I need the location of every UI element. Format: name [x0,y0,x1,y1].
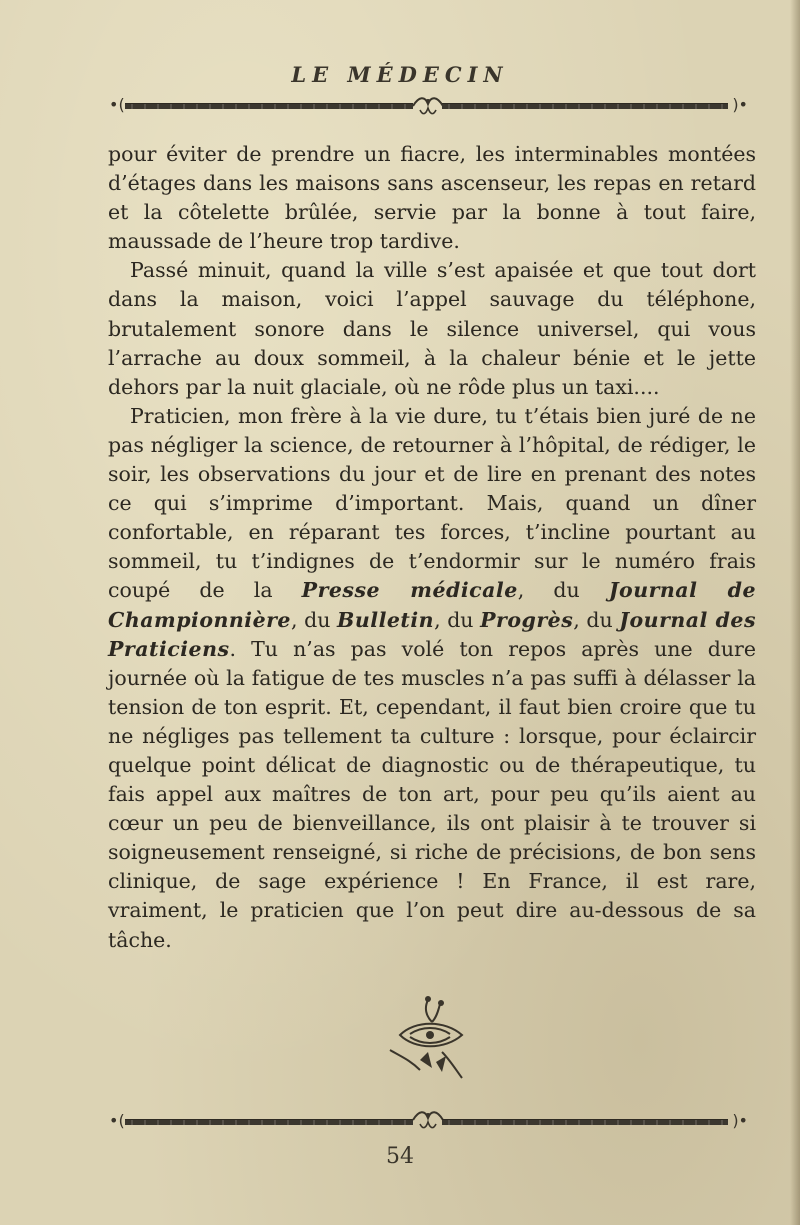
rule-line-right [442,1119,728,1125]
rule-center-ornament-icon [411,1108,445,1134]
rule-center-ornament-icon [411,92,445,118]
rule-end-left-icon: •( [109,1111,125,1130]
journal-title-presse-medicale: Presse médicale [301,578,518,603]
paragraph-2: Passé minuit, quand la ville s’est apaisée et que tout dort dans la maison, voici l’appel sauvage du téléphone, brutalement sonore dans le silence universel, qui vous l’arrache au doux sommeil, à la chaleur bénie et le jette dehors par la nuit glaciale, où ne rôde plus un taxi.... [108,258,756,399]
body-text [108,140,756,955]
paragraph-3-sep-4: , du [573,607,620,632]
paragraph-3-text-a: Praticien, mon frère à la vie dure, tu t’étais bien juré de ne pas négliger la science, de retourner à l’hôpital, de rédiger, le soir, les observations du jour et de lire en prenant des notes ce qui s’imprime d’important. Mais, quand un dîner confortable, en réparant tes forces, t’incline pourtant au sommeil, tu t’indignes de t’endormir sur le numéro frais coupé de la [108,403,756,603]
rule-line-left [125,103,413,109]
rule-line-right [442,103,728,109]
rule-line-left [125,1119,413,1125]
floral-vignette-icon [380,990,480,1085]
journal-title-bulletin: Bulletin [337,607,435,632]
rule-end-right-icon: )• [732,1111,748,1130]
paragraph-3 [108,402,756,955]
page-edge-shadow [790,0,800,1225]
paragraph-3-sep-3: , du [434,607,481,632]
journal-title-progres: Progrès [480,607,574,632]
page-number: 54 [386,1144,414,1169]
journal-title-praticiens: Journal des Praticiens [108,607,756,661]
paragraph-3-text-b: . Tu n’as pas volé ton repos après une dure journée où la fatigue de tes muscles n’a pas suffi à délasser la tension de ton esprit. Et, cependant, il faut bien croire que tu ne négliges pas tellement ta culture : lorsque, pour éclaircir quelque point délicat de diagnostic ou de thérapeutique, tu fais appel aux maîtres de ton art, pour peu qu’ils aient au cœur un peu de bienveillance, ils ont plaisir à te trouver si soigneusement renseigné, si riche de précisions, de bon sens clinique, de sage expérience ! En France, il est rare, vraiment, le praticien que l’on peut dire au-dessous de sa tâche. [108,636,756,952]
journal-title-championniere: Journal de Championnière [108,578,756,632]
paragraph-3-sep-2: , du [290,607,338,632]
bottom-ornamental-rule-icon [109,1111,748,1134]
paragraph-1: pour éviter de prendre un fiacre, les interminables montées d’étages dans les maisons sans ascenseur, les repas en retard et la côtelette brûlée, servie par la bonne à tout faire, maussade de l’heure trop tardive. [108,142,756,254]
rule-end-left-icon: •( [109,95,125,114]
top-ornamental-rule-icon [109,95,748,118]
rule-end-right-icon: )• [732,95,748,114]
paragraph-3-sep-1: , du [517,578,609,603]
running-head: LE MÉDECIN [291,62,509,87]
